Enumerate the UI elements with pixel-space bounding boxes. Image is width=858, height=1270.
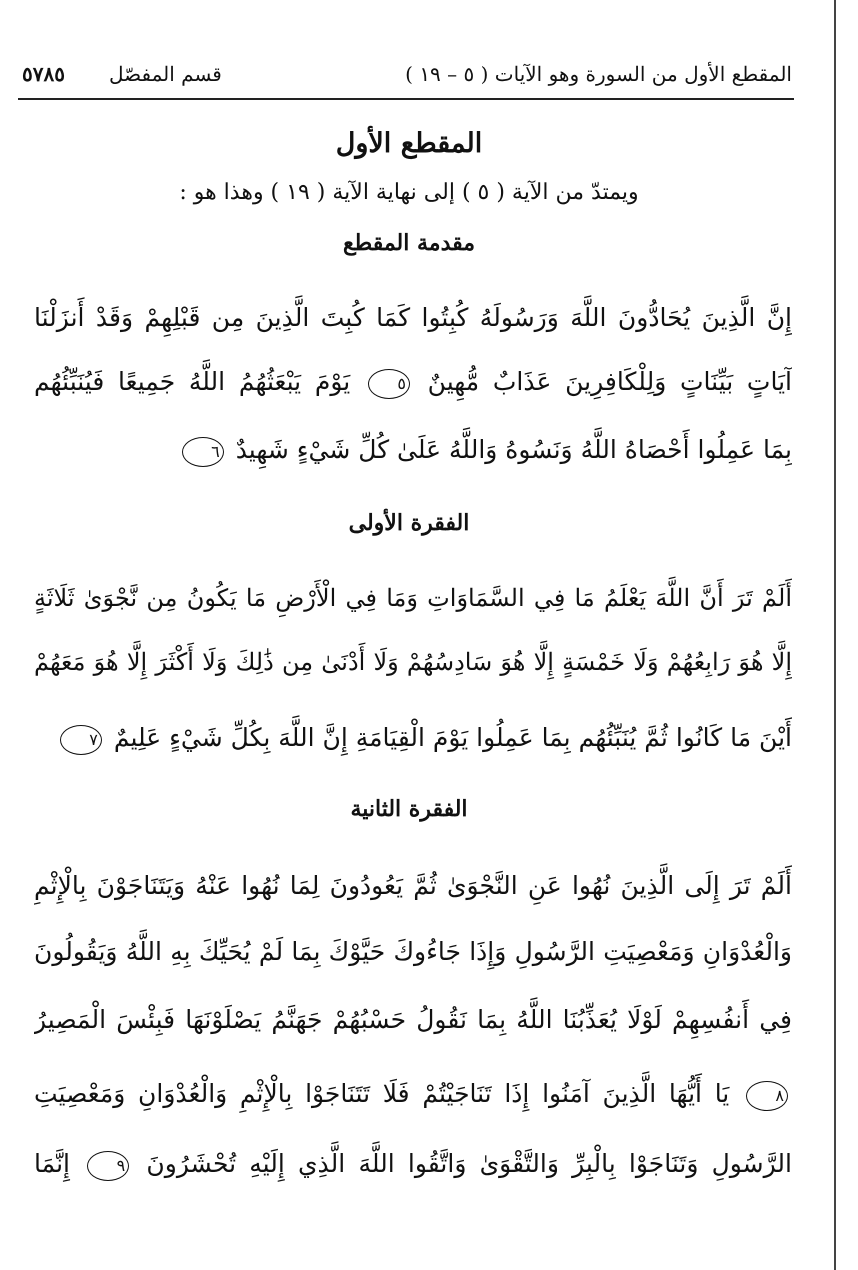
header-rule	[18, 98, 794, 100]
ayah-number-marker: ٧	[60, 725, 102, 755]
verse-text: يَا أَيُّهَا الَّذِينَ آمَنُوا إِذَا تَنَاجَيْتُمْ فَلَا تَتَنَاجَوْا بِالْإِثْمِ وَالْعُدْوَانِ وَمَعْصِيَتِ	[34, 1079, 730, 1108]
verse-text: فِي أَنفُسِهِمْ لَوْلَا يُعَذِّبُنَا اللَّهُ بِمَا نَقُولُ حَسْبُهُمْ جَهَنَّمُ يَصْلَوْنَهَا فَبِئْسَ الْمَصِيرُ	[34, 1005, 792, 1034]
verse-line	[34, 420, 792, 480]
first-paragraph-heading: الفقرة الأولى	[348, 510, 470, 536]
verse-line	[34, 1064, 792, 1124]
verse-text: يَوْمَ يَبْعَثُهُمُ اللَّهُ جَمِيعًا فَيُنَبِّئُهُم	[34, 367, 351, 396]
intro-heading: مقدمة المقطع	[342, 230, 476, 256]
second-paragraph-heading: الفقرة الثانية	[350, 796, 468, 822]
running-header	[22, 52, 792, 96]
verse-line	[34, 632, 792, 692]
section-range-text: ويمتدّ من الآية ( ٥ ) إلى نهاية الآية ( ١٩ ) وهذا هو :	[179, 180, 639, 205]
ayah-number-marker: ٨	[746, 1081, 788, 1111]
verse-text: أَلَمْ تَرَ أَنَّ اللَّهَ يَعْلَمُ مَا فِي السَّمَاوَاتِ وَمَا فِي الْأَرْضِ مَا يَكُونُ مِن نَّجْوَىٰ ثَلَاثَةٍ	[34, 584, 792, 612]
section-title: المقطع الأول	[335, 128, 483, 159]
ayah-number-marker: ٥	[368, 369, 410, 399]
verse-text: أَيْنَ مَا كَانُوا ثُمَّ يُنَبِّئُهُم بِمَا عَمِلُوا يَوْمَ الْقِيَامَةِ إِنَّ اللَّهَ بِكُلِّ شَيْءٍ عَلِيمٌ	[113, 723, 792, 752]
verse-text: أَلَمْ تَرَ إِلَى الَّذِينَ نُهُوا عَنِ النَّجْوَىٰ ثُمَّ يَعُودُونَ لِمَا نُهُوا عَنْهُ وَيَتَنَاجَوْنَ بِالْإِثْمِ	[34, 871, 792, 900]
ayah-number-marker: ٦	[182, 437, 224, 467]
ayah-number-marker: ٩	[87, 1151, 129, 1181]
verse-text: إِنَّمَا	[34, 1149, 70, 1178]
verse-line	[34, 352, 792, 412]
verse-text: الرَّسُولِ وَتَنَاجَوْا بِالْبِرِّ وَالتَّقْوَىٰ وَاتَّقُوا اللَّهَ الَّذِي إِلَيْهِ تُحْشَرُونَ	[146, 1149, 792, 1178]
verse-line	[34, 856, 792, 916]
running-title: المقطع الأول من السورة وهو الآيات ( ٥ – ١٩ )	[405, 62, 792, 86]
verse-text: بِمَا عَمِلُوا أَحْصَاهُ اللَّهُ وَنَسُوهُ وَاللَّهُ عَلَىٰ كُلِّ شَيْءٍ شَهِيدٌ	[235, 435, 792, 464]
header-left-group	[22, 62, 222, 86]
verse-line	[34, 288, 792, 348]
page-number: ٥٧٨٥	[22, 62, 65, 86]
verse-line	[34, 568, 792, 628]
verse-text: آيَاتٍ بَيِّنَاتٍ وَلِلْكَافِرِينَ عَذَابٌ مُّهِينٌ	[427, 367, 792, 396]
verse-line	[34, 922, 792, 982]
verse-line	[34, 1134, 792, 1194]
verse-text: وَالْعُدْوَانِ وَمَعْصِيَتِ الرَّسُولِ وَإِذَا جَاءُوكَ حَيَّوْكَ بِمَا لَمْ يُحَيِّكَ بِهِ اللَّهُ وَيَقُولُونَ	[34, 937, 792, 966]
verse-text: إِنَّ الَّذِينَ يُحَادُّونَ اللَّهَ وَرَسُولَهُ كُبِتُوا كَمَا كُبِتَ الَّذِينَ مِن قَبْلِهِمْ وَقَدْ أَنزَلْنَا	[34, 303, 792, 332]
verse-line	[34, 990, 792, 1050]
page-edge-line	[834, 0, 836, 1270]
verse-line	[34, 708, 792, 768]
verse-text: إِلَّا هُوَ رَابِعُهُمْ وَلَا خَمْسَةٍ إِلَّا هُوَ سَادِسُهُمْ وَلَا أَدْنَىٰ مِن ذَٰلِكَ وَلَا أَكْثَرَ إِلَّا هُوَ مَعَهُمْ	[34, 648, 792, 676]
section-name: قسم المفصّل	[108, 62, 222, 86]
